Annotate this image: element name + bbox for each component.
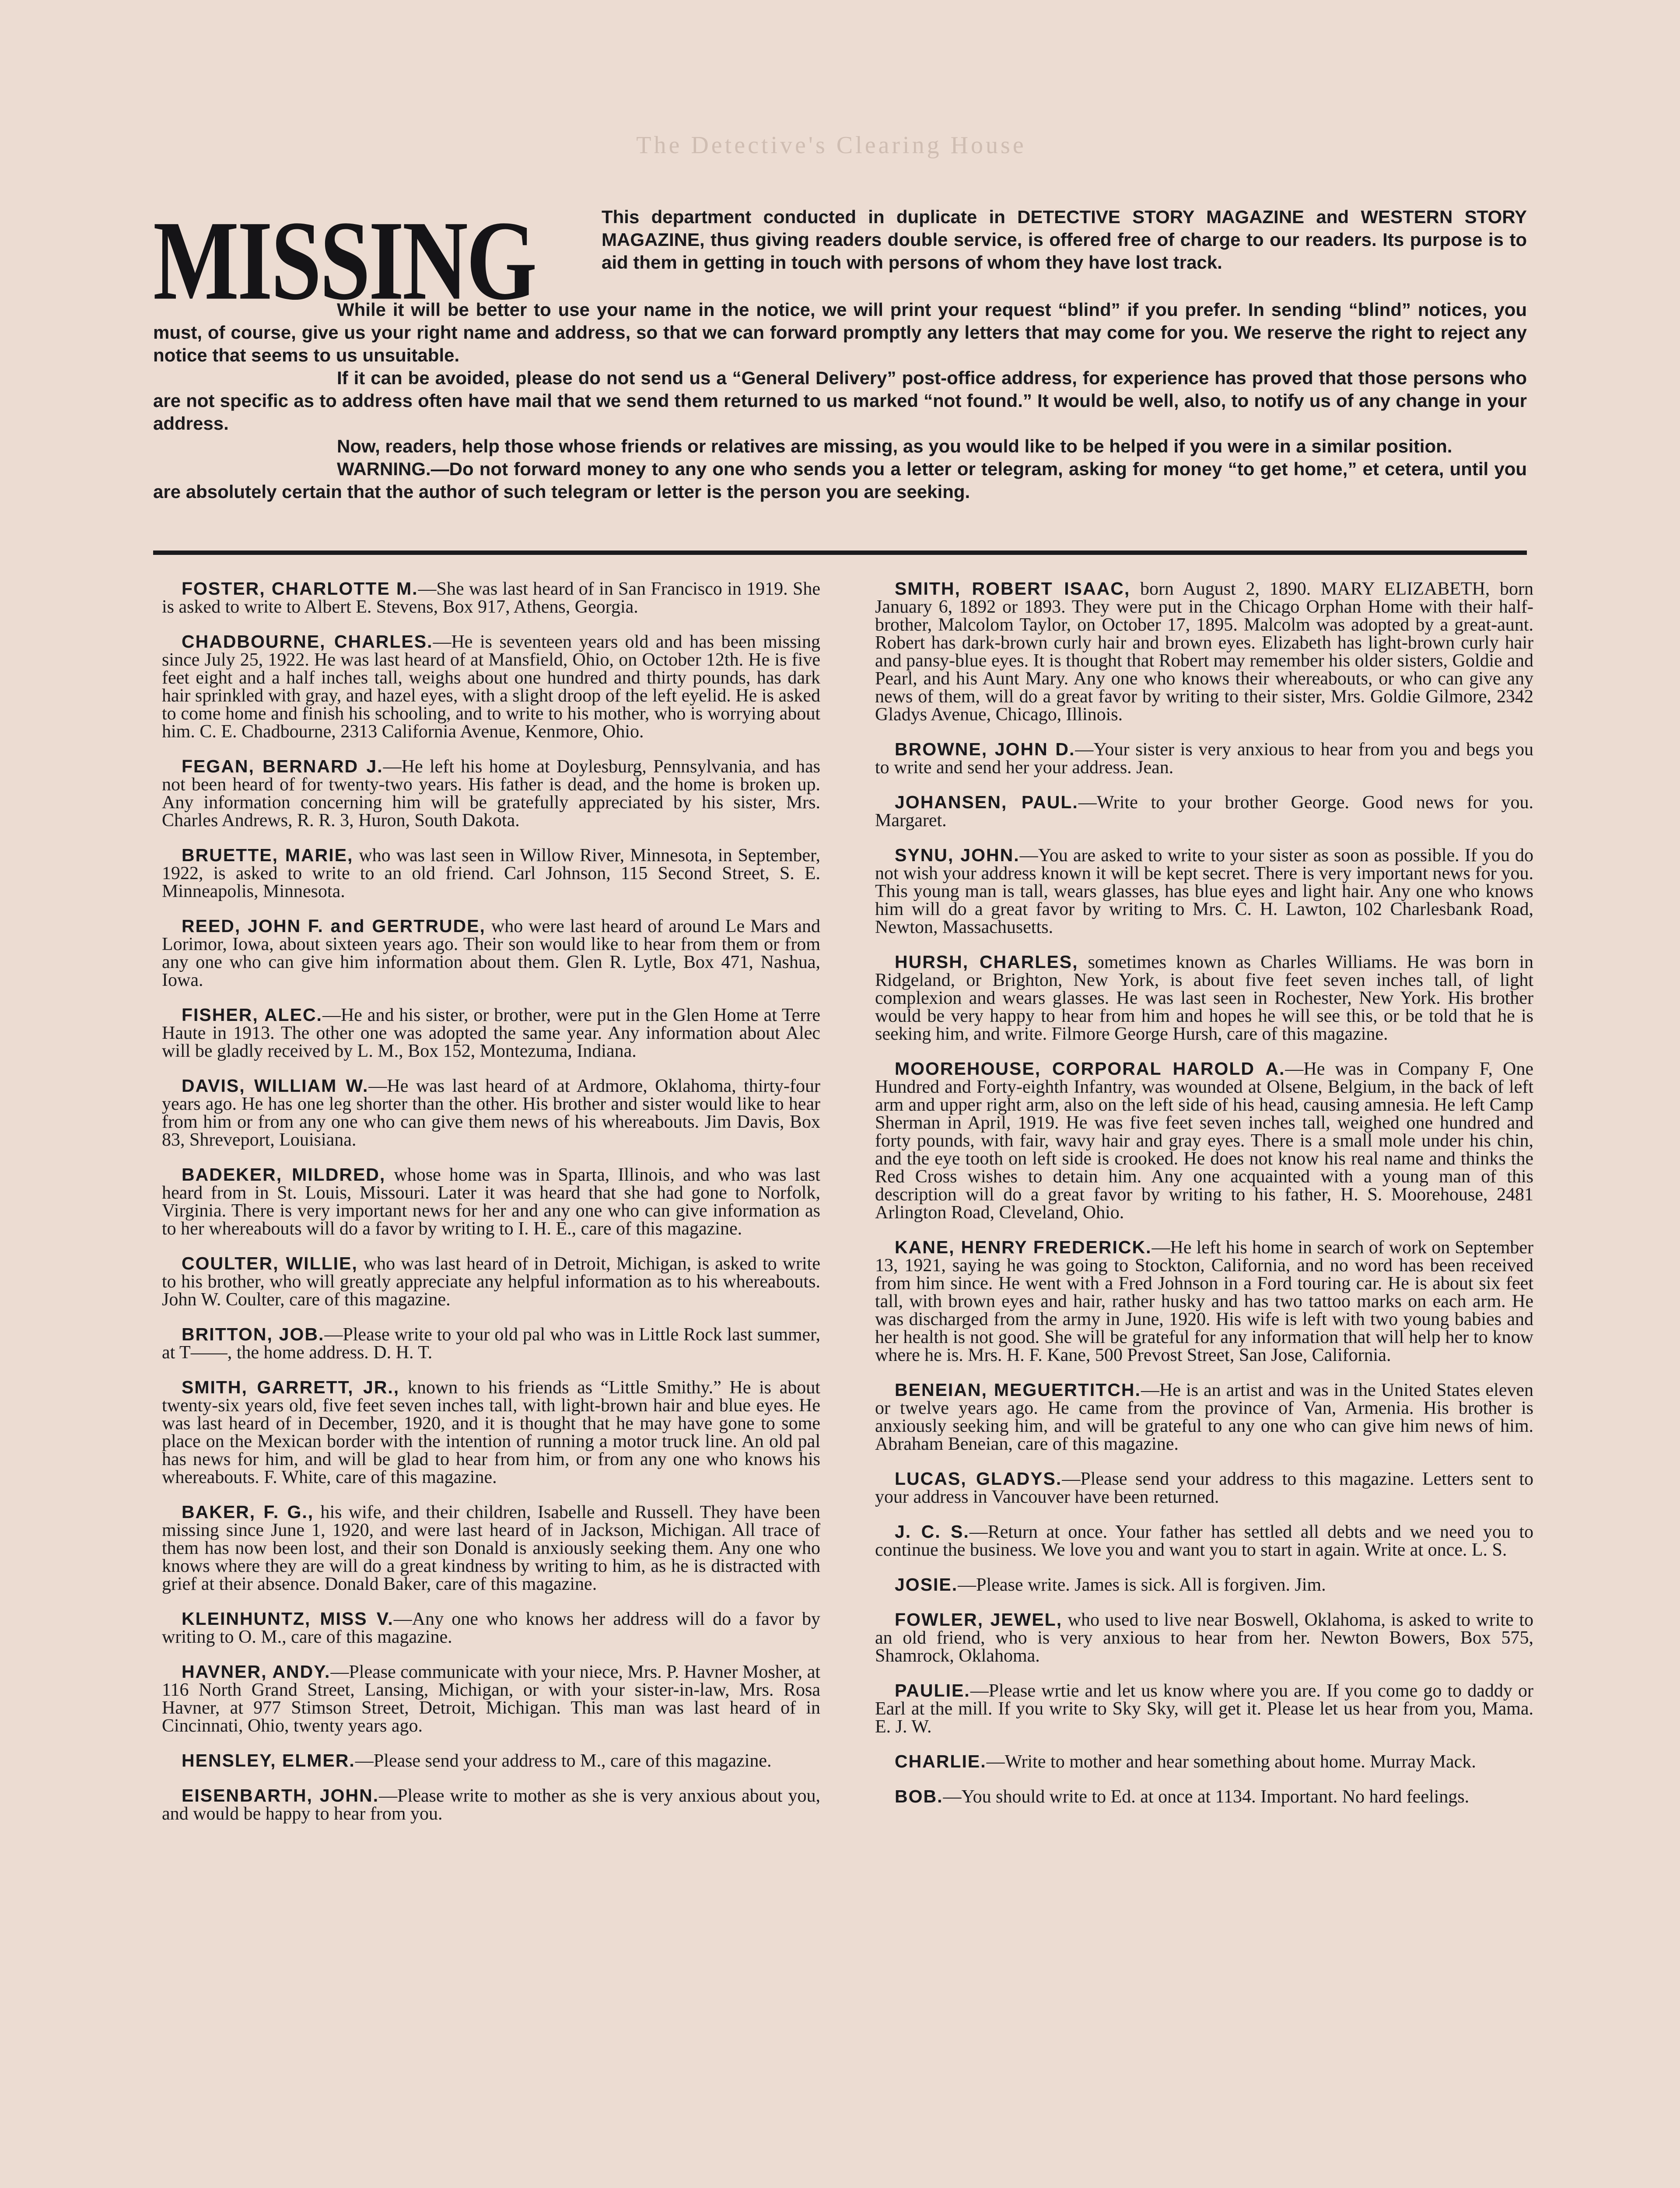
notice-text: —He is seventeen years old and has been missing since July 25, 1922. He was last heard of at Mansfield, Ohio, on October 12th. He is five feet eight and a half inches tall, weighs about one hundred and thirty pounds, has dark hair sprinkled with gray, and hazel eyes, with a slight droop of the left eyelid. He is asked to come home and finish his schooling, and to write to his mother, who is worrying about him. C. E. Chadbourne, 2313 California Avenue, Kenmore, Ohio. xyxy=(162,632,820,742)
missing-notice xyxy=(875,1611,1533,1665)
intro-notes xyxy=(153,298,1527,503)
missing-notice xyxy=(875,1470,1533,1506)
notice-name: CHADBOURNE, CHARLES. xyxy=(182,631,433,652)
intro-blind-notice: While it will be better to use your name in the notice, we will print your request “blind” if you prefer. In sending “blind” notices, you must, of course, give us your right name and address, so that we can forward promptly any letters that may come for you. We reserve the right to reject any notice that seems to us unsuitable. xyxy=(153,299,1527,365)
notice-text: born August 2, 1890. MARY ELIZABETH, born January 6, 1892 or 1893. They were put in the Chicago Orphan Home with their half-brother, Malcolom Taylor, on October 17, 1895. Malcolm was adopted by a great-aunt. Robert has dark-brown curly hair and brown eyes. Elizabeth has light-brown curly hair and pansy-blue eyes. It is thought that Robert may remember his older sisters, Goldie and Pearl, and his Aunt Mary. Any one who knows their whereabouts, or who can give any news of them, will do a great favor by writing to their sister, Mrs. Goldie Gilmore, 2342 Gladys Avenue, Chicago, Illinois. xyxy=(875,579,1533,725)
missing-notice xyxy=(162,1255,820,1309)
missing-notice xyxy=(162,1752,820,1770)
notice-name: HAVNER, ANDY. xyxy=(182,1662,331,1682)
notice-text: whose home was in Sparta, Illinois, and who was last heard from in St. Louis, Missouri. Later it was heard that she had gone to Norfolk, Virginia. There is very important news for her and any one who can give information as to her whereabouts will do a favor by writing to I. H. E., care of this magazine. xyxy=(162,1165,820,1239)
notice-name: BADEKER, MILDRED, xyxy=(182,1164,386,1185)
missing-notice xyxy=(875,1060,1533,1222)
notice-name: FOSTER, CHARLOTTE M. xyxy=(182,579,418,599)
intro-warning: WARNING.—Do not forward money to any one who sends you a letter or telegram, asking for money “to get home,” et cetera, until you are absolutely certain that the author of such telegram or letter is the person you are seeking. xyxy=(153,459,1527,502)
notice-text: who was last seen in Willow River, Minnesota, in September, 1922, is asked to write to an old friend. Carl Johnson, 115 Second Street, S. E. Minneapolis, Minnesota. xyxy=(162,845,820,901)
notice-text: —You should write to Ed. at once at 1134. Important. No hard feelings. xyxy=(943,1787,1470,1807)
missing-notice xyxy=(162,917,820,989)
notice-name: REED, JOHN F. and GERTRUDE, xyxy=(182,916,486,936)
notice-text: —Please wrtie and let us know where you are. If you come go to daddy or Earl at the mill. If you write to Sky Sky, will get it. Please let us hear from you, Mama. E. J. W. xyxy=(875,1681,1533,1737)
notice-name: MOOREHOUSE, CORPORAL HAROLD A. xyxy=(895,1059,1285,1079)
notice-text: who used to live near Boswell, Oklahoma, is asked to write to an old friend, who is very anxious to hear from her. Newton Bowers, Box 575, Shamrock, Oklahoma. xyxy=(875,1610,1533,1666)
notice-name: EISENBARTH, JOHN. xyxy=(182,1785,379,1806)
notice-text: —Please send your address to M., care of this magazine. xyxy=(355,1751,772,1771)
missing-notice xyxy=(875,740,1533,777)
notice-text: —He left his home in search of work on September 13, 1921, saying he was going to Stockton, California, and no word has been received from him since. He went with a Fred Johnson in a Ford touring car. He is about six feet tall, with brown eyes and hair, rather husky and has two tattoo marks on each arm. He was discharged from the army in June, 1920. His wife is left with two young babies and her health is not good. She will be grateful for any information that will help her to know where he is. Mrs. H. F. Kane, 500 Prevost Street, San Jose, California. xyxy=(875,1238,1533,1365)
missing-notice xyxy=(162,1166,820,1238)
notice-text: —He was last heard of at Ardmore, Oklahoma, thirty-four years ago. He has one leg shorter than the other. His brother and sister would like to hear from him or from any one who can give them news of his whereabouts. Jim Davis, Box 83, Shreveport, Louisiana. xyxy=(162,1076,821,1150)
notice-name: BENEIAN, MEGUERTITCH. xyxy=(895,1380,1141,1400)
notice-text: —Return at once. Your father has settled all debts and we need you to continue the business. We love you and want you to start in again. Write at once. L. S. xyxy=(875,1522,1533,1560)
notice-name: FEGAN, BERNARD J. xyxy=(182,756,383,776)
notice-text: —She was last heard of in San Francisco in 1919. She is asked to write to Albert E. Stevens, Box 917, Athens, Georgia. xyxy=(162,579,820,617)
missing-notice xyxy=(162,1378,820,1487)
missing-notice xyxy=(875,793,1533,830)
notice-name: FOWLER, JEWEL, xyxy=(895,1609,1063,1630)
notice-text: —Please write to mother as she is very anxious about you, and would be happy to hear from you. xyxy=(162,1786,821,1824)
notice-name: LUCAS, GLADYS. xyxy=(895,1469,1062,1489)
missing-notice xyxy=(162,1077,820,1149)
intro-help-readers: Now, readers, help those whose friends or relatives are missing, as you would like to be helped if you were in a similar position. xyxy=(337,436,1452,456)
notice-name: COULTER, WILLIE, xyxy=(182,1253,358,1273)
notice-text: —Please write to your old pal who was in Little Rock last summer, at T——, the home address. D. H. T. xyxy=(162,1325,820,1363)
missing-notice xyxy=(162,1503,820,1593)
missing-notice xyxy=(162,1663,820,1735)
notice-name: HURSH, CHARLES, xyxy=(895,952,1078,972)
notice-name: FISHER, ALEC. xyxy=(182,1005,322,1025)
notice-name: HENSLEY, ELMER. xyxy=(182,1750,355,1771)
missing-notice xyxy=(875,580,1533,724)
missing-notice xyxy=(162,580,820,616)
missing-notice xyxy=(162,1006,820,1060)
notice-name: BRITTON, JOB. xyxy=(182,1324,325,1344)
missing-notice xyxy=(162,1610,820,1646)
notice-name: JOSIE. xyxy=(895,1574,958,1595)
right-column xyxy=(875,580,1533,1823)
notice-text: —Please send your address to this magazine. Letters sent to your address in Vancouver have been returned. xyxy=(875,1469,1533,1507)
notice-text: —He left his home at Doylesburg, Pennsylvania, and has not been heard of for twenty-two years. His father is dead, and the home is broken up. Any information concerning him will be gratefully appreciated by his sister, Mrs. Charles Andrews, R. R. 3, Huron, South Dakota. xyxy=(162,757,820,831)
missing-notice xyxy=(162,846,820,901)
notice-text: —Please communicate with your niece, Mrs. P. Havner Mosher, at 116 North Grand Street, Lansing, Michigan, or with your sister-in-law, Mrs. Rosa Havner, at 977 Stimson Street, Detroit, Michigan. This man was last heard of in Cincinnati, Ohio, twenty years ago. xyxy=(162,1662,821,1736)
notice-text: —He is an artist and was in the United States eleven or twelve years ago. He came from the province of Van, Armenia. His brother is anxiously seeking him, and will be grateful to any one who can give him news of him. Abraham Beneian, care of this magazine. xyxy=(875,1380,1533,1454)
notice-text: known to his friends as “Little Smithy.” He is about twenty-six years old, five feet seven inches tall, with light-brown hair and blue eyes. He was last heard of in December, 1920, and it is thought that he may have gone to some place on the Mexican border with the intention of running a motor truck line. An old pal has news for him, and will be glad to hear from him, or from any one who knows his whereabouts. F. White, care of this magazine. xyxy=(162,1378,820,1487)
missing-notice xyxy=(875,953,1533,1043)
notice-name: CHARLIE. xyxy=(895,1751,987,1771)
notice-text: who were last heard of around Le Mars and Lorimor, Iowa, about sixteen years ago. Their son would like to hear from them or from any one who can give him information about them. Glen R. Lytle, Box 471, Nashua, Iowa. xyxy=(162,916,820,990)
notice-name: PAULIE. xyxy=(895,1680,970,1701)
notice-name: BRUETTE, MARIE, xyxy=(182,845,354,865)
missing-notice xyxy=(875,1238,1533,1364)
notice-text: —You are asked to write to your sister as soon as possible. If you do not wish your address known it will be kept secret. There is very important news for you. This young man is tall, wears glasses, has blue eyes and light hair. Any one who knows him will do a great favor by writing to Mrs. C. H. Lawton, 102 Charlesbank Road, Newton, Massachusetts. xyxy=(875,845,1534,937)
notice-name: J. C. S. xyxy=(895,1522,970,1542)
notice-text: who was last heard of in Detroit, Michigan, is asked to write to his brother, who will greatly appreciate any helpful information as to his whereabouts. John W. Coulter, care of this magazine. xyxy=(162,1254,820,1310)
missing-notice xyxy=(162,1325,820,1362)
missing-notice xyxy=(162,757,820,830)
missing-notice xyxy=(875,1682,1533,1736)
missing-title: MISSING xyxy=(153,197,536,323)
notice-name: KANE, HENRY FREDERICK. xyxy=(895,1237,1152,1257)
missing-notice xyxy=(875,1381,1533,1453)
missing-notice xyxy=(875,1788,1533,1806)
notice-name: SMITH, ROBERT ISAAC, xyxy=(895,579,1130,599)
notice-text: —Write to your brother George. Good news for you. Margaret. xyxy=(875,792,1533,831)
missing-notice xyxy=(162,633,820,741)
notice-text: —Any one who knows her address will do a favor by writing to O. M., care of this magazine. xyxy=(162,1609,820,1647)
notice-text: sometimes known as Charles Williams. He was born in Ridgeland, or Brighton, New York, is about five feet seven inches tall, of light complexion and wears glasses. He was last seen in Rochester, New York. His brother would be very happy to hear from him and hopes he will see this, or be told that he is seeking him, and write. Filmore George Hursh, care of this magazine. xyxy=(875,952,1533,1044)
notice-name: DAVIS, WILLIAM W. xyxy=(182,1076,369,1096)
missing-notice xyxy=(875,1576,1533,1594)
notice-name: BROWNE, JOHN D. xyxy=(895,739,1075,759)
missing-notice xyxy=(875,1523,1533,1559)
notice-text: —Write to mother and hear something about home. Murray Mack. xyxy=(986,1752,1476,1772)
left-column xyxy=(162,580,820,1840)
notice-name: JOHANSEN, PAUL. xyxy=(895,792,1078,812)
intro-paragraph: This department conducted in duplicate in DETECTIVE STORY MAGAZINE and WESTERN STORY MAGAZINE, thus giving readers double service, is offered free of charge to our readers. Its purpose is to aid them in getting in touch with persons of whom they have lost track. xyxy=(602,207,1527,273)
missing-notice xyxy=(875,1753,1533,1771)
notice-text: —He was in Company F, One Hundred and Forty-eighth Infantry, was wounded at Olsene, Belgium, in the back of left arm and upper right arm, also on the left side of his head, causing amnesia. He left Camp Sherman in April, 1919. He was five feet seven inches tall, weighed one hundred and forty pounds, with fair, wavy hair and gray eyes. There is a small mole under his chin, and the eye tooth on left side is crooked. He does not know his real name and thinks the Red Cross wishes to detain him. Any one acquainted with a young man of this description will do a great favor by writing to his father, H. S. Moorehouse, 2481 Arlington Road, Cleveland, Ohio. xyxy=(875,1059,1533,1223)
notice-name: KLEINHUNTZ, MISS V. xyxy=(182,1609,394,1629)
notice-text: his wife, and their children, Isabelle and Russell. They have been missing since June 1, 1920, and were last heard of in Jackson, Michigan. All trace of them has now been lost, and their son Donald is anxiously seeking them. Any one who knows where they are will do a great kindness by writing to him, as he is distracted with grief at their absence. Donald Baker, care of this magazine. xyxy=(162,1502,820,1594)
intro-general-delivery: If it can be avoided, please do not send us a “General Delivery” post-office address, for experience has proved that those persons who are not specific as to address often have mail that we send them returned to us marked “not found.” It would be well, also, to notify us of any change in your address. xyxy=(153,368,1527,434)
running-head: The Detective's Clearing House xyxy=(636,132,1026,159)
notice-text: —He and his sister, or brother, were put in the Glen Home at Terre Haute in 1913. The other one was adopted the same year. Any information about Alec will be gladly received by L. M., Box 152, Montezuma, Indiana. xyxy=(162,1005,820,1061)
notice-text: —Your sister is very anxious to hear from you and begs you to write and send her your address. Jean. xyxy=(875,740,1533,778)
header-divider xyxy=(153,551,1527,555)
missing-notice xyxy=(875,846,1533,936)
missing-notice xyxy=(162,1787,820,1823)
notice-name: BAKER, F. G., xyxy=(182,1502,314,1522)
notice-name: SMITH, GARRETT, JR., xyxy=(182,1377,400,1397)
notice-text: —Please write. James is sick. All is forgiven. Jim. xyxy=(958,1575,1326,1595)
notice-name: BOB. xyxy=(895,1786,943,1806)
notice-name: SYNU, JOHN. xyxy=(895,845,1020,865)
